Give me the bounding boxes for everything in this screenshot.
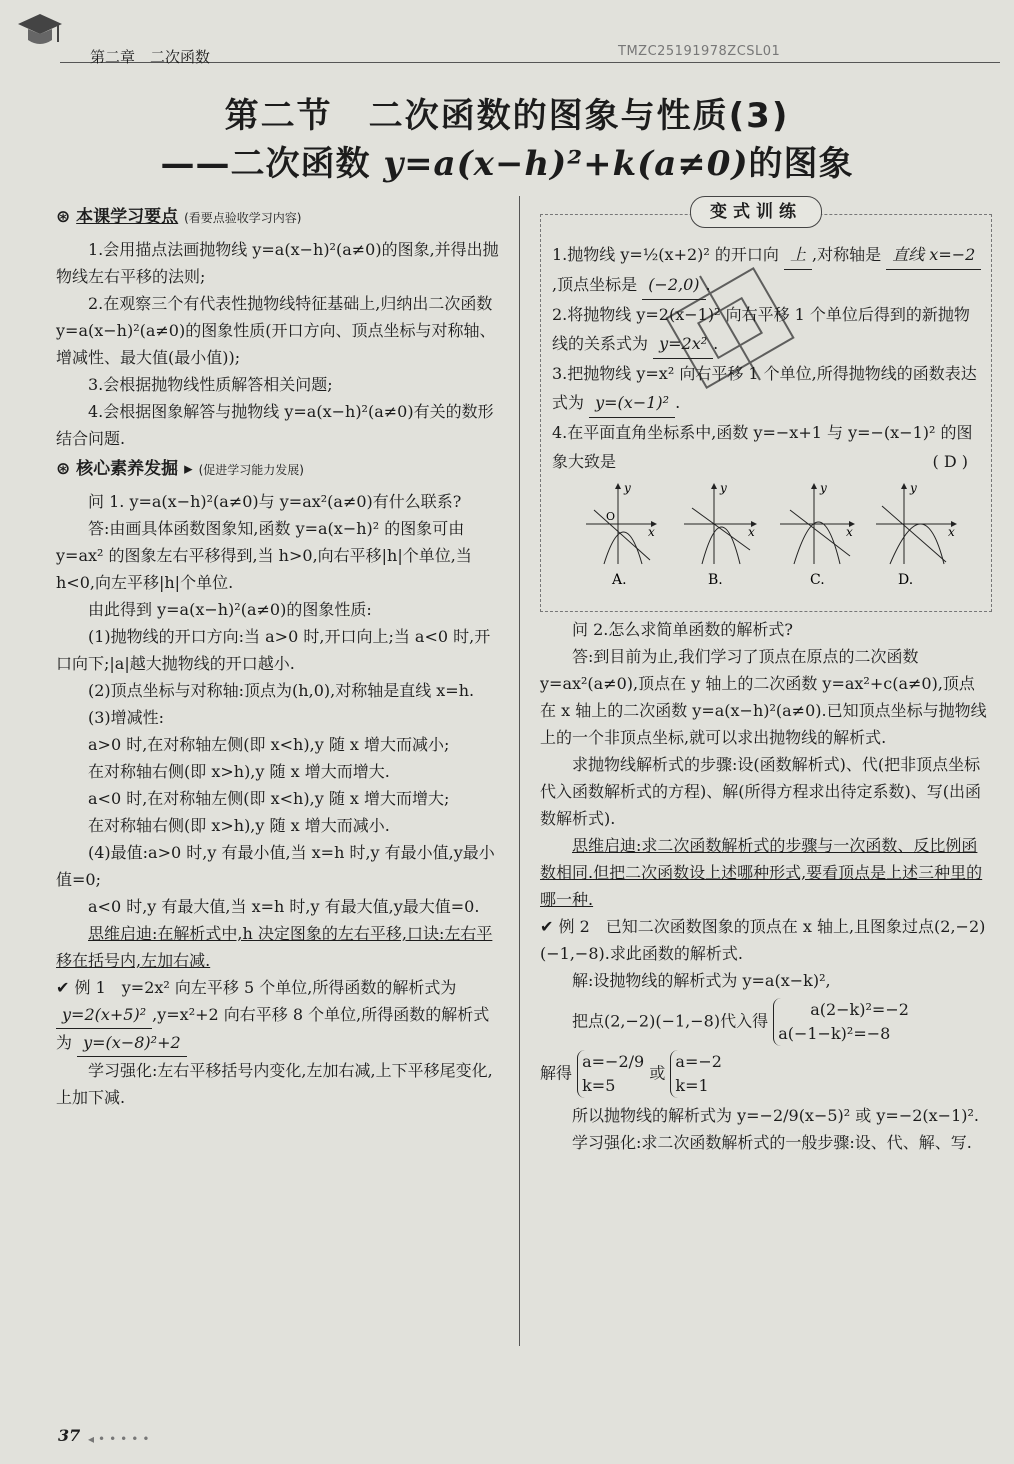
subtitle-suffix: 的图象: [748, 144, 854, 184]
answer-2: 答:到目前为止,我们学习了顶点在原点的二次函数 y=ax²(a≠0),顶点在 y 轴上的二次函数 y=ax²+c(a≠0),顶点在 x 轴上的二次函数 y=a(x−h)²(a≠0).已知顶点坐标与抛物线上的一个非顶点坐标,就可以求出抛物线的解析式.: [540, 647, 987, 747]
exercise-q3-blank: y=(x−1)²: [589, 388, 675, 418]
example-2-text: 例 2 已知二次函数图象的顶点在 x 轴上,且图象过点(2,−2)(−1,−8).求此函数的解析式.: [540, 917, 986, 963]
graph-b-x-label: x: [748, 525, 755, 539]
section-key-points-title: 本课学习要点: [76, 207, 179, 227]
page-subtitle: [0, 136, 1014, 185]
prop-3c: a<0 时,在对称轴左侧(即 x<h),y 随 x 增大而增大;: [88, 789, 450, 808]
section-key-points: [56, 204, 504, 232]
exercise-q1-blank-1: 上: [784, 240, 812, 270]
prop-2: (2)顶点坐标与对称轴:顶点为(h,0),对称轴是直线 x=h.: [88, 681, 475, 700]
exercise-content: [552, 240, 982, 476]
graph-a-y-label: y: [624, 481, 631, 495]
solution-line-4: 所以抛物线的解析式为 y=−2/9(x−5)² 或 y=−2(x−1)².: [572, 1106, 979, 1125]
exercise-q4-text: 4.在平面直角坐标系中,函数 y=−x+1 与 y=−(x−1)² 的图象大致是: [552, 423, 973, 471]
option-a-label: A.: [612, 572, 627, 588]
example-1-text-a: 例 1 y=2x² 向左平移 5 个单位,所得函数的解析式为: [74, 978, 457, 997]
option-graphs: [584, 480, 964, 596]
graph-b-y-label: y: [720, 481, 727, 495]
equation-system-3: [670, 1050, 722, 1098]
system-2-eq-a: a=−2/9: [582, 1052, 645, 1071]
chapter-label: 第二章 二次函数: [90, 48, 211, 66]
section-arrow-icon: ⊛: [56, 207, 71, 227]
graph-a-origin: O: [606, 510, 616, 523]
exercise-q3-text: 3.把抛物线 y=x² 向右平移 1 个单位,所得抛物线的函数表达式为: [552, 364, 977, 412]
solution-line-3: [540, 1050, 990, 1098]
question-2: 问 2.怎么求简单函数的解析式?: [572, 620, 793, 639]
prop-3b: 在对称轴右侧(即 x>h),y 随 x 增大而增大.: [88, 762, 390, 781]
study-2: 学习强化:求二次函数解析式的一般步骤:设、代、解、写.: [572, 1133, 972, 1152]
graph-d-y-label: y: [910, 481, 917, 495]
or-word: 或: [649, 1063, 666, 1083]
prop-4: (4)最值:a>0 时,y 有最小值,当 x=h 时,y 有最小值,y最小值=0;: [56, 843, 495, 889]
think-2: 思维启迪:求二次函数解析式的步骤与一次函数、反比例函数相同.但把二次函数设上述哪种形式,要看顶点是上述三种里的哪一种.: [540, 836, 983, 909]
point-3: 3.会根据抛物线性质解答相关问题;: [88, 375, 333, 394]
equation-system-2: [577, 1050, 644, 1098]
system-3-eq-a: a=−2: [675, 1052, 722, 1071]
graph-c-x-label: x: [846, 525, 853, 539]
page-header: [0, 0, 1014, 80]
exercise-q2-blank: y=2x²: [653, 329, 713, 359]
option-d-label: D.: [898, 572, 914, 588]
system-2-eq-b: k=5: [582, 1076, 616, 1095]
graph-d-x-label: x: [948, 525, 955, 539]
subtitle-prefix: ——二次函数: [160, 144, 384, 184]
prop-3d: 在对称轴右侧(即 x>h),y 随 x 增大而减小.: [88, 816, 390, 835]
system-1-eq-a: a(2−k)²=−2: [810, 1000, 909, 1019]
exercise-q1-text-b: ,对称轴是: [812, 245, 882, 264]
graph-c-y-label: y: [820, 481, 827, 495]
exercise-q1-blank-3: (−2,0): [642, 270, 705, 300]
solution-line-3-text: 解得: [540, 1063, 573, 1083]
exercise-q2-text: 2.将抛物线 y=2(x−1)² 向右平移 1 个单位后得到的新抛物线的关系式为: [552, 305, 970, 353]
prop-1: (1)抛物线的开口方向:当 a>0 时,开口向上;当 a<0 时,开口向下;|a|越大抛物线的开口越小.: [56, 627, 491, 673]
prop-3a: a>0 时,在对称轴左侧(即 x<h),y 随 x 增大而减小;: [88, 735, 450, 754]
study-1: 学习强化:左右平移括号内变化,左加右减,上下平移尾变化,上加下减.: [56, 1061, 493, 1107]
column-divider: [519, 196, 520, 1346]
check-icon: ✔: [540, 917, 554, 936]
right-column: [540, 616, 990, 1156]
solution-line-2-text: 把点(2,−2)(−1,−8)代入得: [572, 1011, 769, 1031]
option-graph-d: [876, 481, 956, 588]
point-4: 4.会根据图象解答与抛物线 y=a(x−h)²(a≠0)有关的数形结合问题.: [56, 402, 494, 448]
graduation-cap-icon: [14, 10, 64, 54]
exercise-q3: 3.把抛物线 y=x² 向右平移 1 个单位,所得抛物线的函数表达式为 y=(x−1)² .: [552, 359, 982, 418]
prop-4b: a<0 时,y 有最大值,当 x=h 时,y 有最大值,y最大值=0.: [88, 897, 480, 916]
exercise-q2: 2.将抛物线 y=2(x−1)² 向右平移 1 个单位后得到的新抛物线的关系式为 y=2x² .: [552, 300, 982, 359]
exercise-q1-text-c: ,顶点坐标是: [552, 275, 638, 294]
equation-system-1: [773, 998, 909, 1046]
graph-a-x-label: x: [648, 525, 655, 539]
example-1-blank-2: y=(x−8)²+2: [77, 1029, 187, 1057]
book-code: TMZC25191978ZCSL01: [618, 44, 781, 59]
exercise-q1: 1.抛物线 y=½(x+2)² 的开口向 上 ,对称轴是 直线 x=−2,顶点坐标是 (−2,0) .: [552, 240, 982, 300]
answer-1: 答:由画具体函数图象知,函数 y=a(x−h)² 的图象可由 y=ax² 的图象左右平移得到,当 h>0,向右平移|h|个单位,当 h<0,向左平移|h|个单位.: [56, 519, 472, 592]
option-c-label: C.: [810, 572, 825, 588]
prop-3: (3)增减性:: [88, 708, 165, 727]
section-arrow-icon: ⊛: [56, 459, 71, 479]
think-1: 思维启迪:在解析式中,h 决定图象的左右平移,口诀:左右平移在括号内,左加右减.: [56, 924, 493, 970]
example-2: [540, 913, 990, 967]
example-1-blank-1: y=2(x+5)²: [56, 1001, 152, 1029]
option-graph-a: [586, 481, 656, 588]
page-number: 37: [58, 1426, 81, 1445]
exercise-title: 变式训练: [690, 196, 822, 228]
option-graph-b: [684, 481, 756, 588]
example-1-text-b: ,y=x²+2 向右平移 8 个单位,所得函数的解析式为: [56, 1005, 490, 1052]
section-core-note: (促进学习能力发展): [198, 463, 304, 477]
solve-steps: 求抛物线解析式的步骤:设(函数解析式)、代(把非顶点坐标代入函数解析式的方程)、解(所得方程求出待定系数)、写(出函数解析式).: [540, 755, 981, 828]
exercise-q1-text-a: 1.抛物线 y=½(x+2)² 的开口向: [552, 245, 779, 264]
point-2: 2.在观察三个有代表性抛物线特征基础上,归纳出二次函数 y=a(x−h)²(a≠0)的图象性质(开口方向、顶点坐标与对称轴、增减性、最大值(最小值));: [56, 294, 496, 367]
solution-line-2: [540, 998, 990, 1046]
system-1-eq-b: a(−1−k)²=−8: [778, 1024, 891, 1043]
option-b-label: B.: [708, 572, 723, 588]
exercise-q4-answer: ( D ): [932, 452, 968, 471]
check-icon: ✔: [56, 978, 70, 997]
solution-line-1: 解:设抛物线的解析式为 y=a(x−k)²,: [572, 971, 831, 990]
exercise-q1-blank-2: 直线 x=−2: [886, 240, 981, 270]
triangle-icon: ▸: [184, 459, 193, 479]
section-key-points-note: (看要点验收学习内容): [184, 211, 302, 225]
exercise-q4: [552, 418, 982, 476]
question-1: 问 1. y=a(x−h)²(a≠0)与 y=ax²(a≠0)有什么联系?: [88, 492, 462, 511]
subtitle-formula: y=a(x−h)²+k(a≠0): [383, 144, 749, 184]
system-3-eq-b: k=1: [675, 1076, 709, 1095]
point-1: 1.会用描点法画抛物线 y=a(x−h)²(a≠0)的图象,并得出抛物线左右平移的法则;: [56, 240, 499, 286]
page-number-dots: ◂•••••: [88, 1432, 154, 1446]
section-core: [56, 456, 504, 484]
page-title: 第二节 二次函数的图象与性质(3): [224, 96, 790, 136]
example-1: [56, 974, 504, 1057]
props-intro: 由此得到 y=a(x−h)²(a≠0)的图象性质:: [88, 600, 372, 619]
left-column: [56, 200, 504, 1111]
section-core-title: 核心素养发掘: [76, 459, 179, 479]
option-graph-c: [780, 481, 854, 588]
